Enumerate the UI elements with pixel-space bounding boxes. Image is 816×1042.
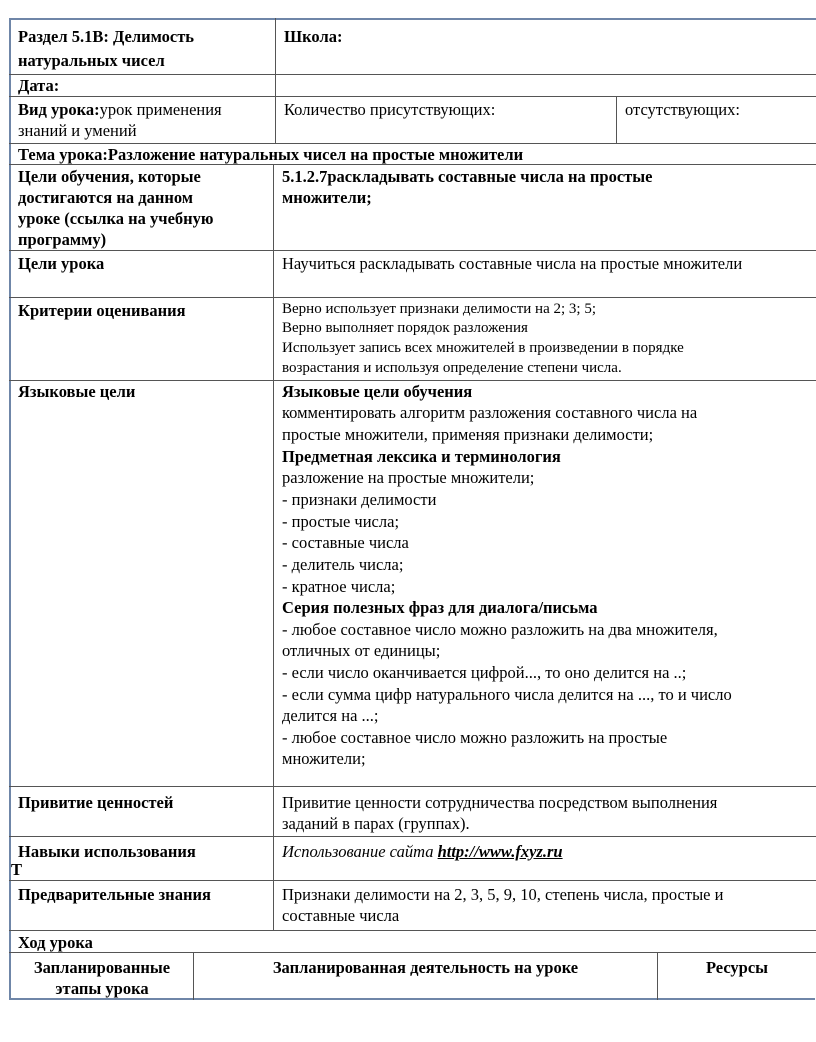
phrase-line: отличных от единицы;: [282, 641, 441, 660]
criteria-label: Критерии оценивания: [18, 301, 186, 320]
language-line: простые множители, применяя признаки делимости;: [282, 425, 654, 444]
terminology-item: - признаки делимости: [282, 490, 437, 509]
lesson-type: [18, 99, 222, 120]
terminology-item: разложение на простые множители;: [282, 468, 535, 487]
criteria-line: Верно выполняет порядок разложения: [282, 320, 528, 336]
row-divider: [9, 250, 816, 251]
phrase-line: - любое составное число можно разложить на простые: [282, 728, 668, 747]
row-divider: [9, 297, 816, 298]
row-divider: [9, 836, 816, 837]
terminology-item: - простые числа;: [282, 512, 400, 531]
values-label: Привитие ценностей: [18, 793, 174, 812]
terminology-item: - кратное числа;: [282, 577, 396, 596]
terminology-heading: Предметная лексика и терминология: [282, 447, 561, 466]
table-top-border: [9, 18, 816, 20]
phrase-line: - если сумма цифр натурального числа делится на ..., то и число: [282, 685, 732, 704]
stray-letter: Т: [11, 860, 23, 879]
prior-knowledge-line: Признаки делимости на 2, 3, 5, 9, 10, степень числа, простые и: [282, 885, 724, 904]
section-title: Раздел 5.1В: Делимость: [18, 27, 195, 46]
col-divider: [273, 164, 274, 930]
prior-knowledge-line: составные числа: [282, 906, 400, 925]
row-divider: [9, 96, 816, 97]
terminology-item: - делитель числа;: [282, 555, 404, 574]
phrase-line: - если число оканчивается цифрой..., то оно делится на ..;: [282, 663, 687, 682]
lesson-goals-label: Цели урока: [18, 254, 105, 273]
row-divider: [9, 930, 816, 931]
present-count-label: Количество присутствующих:: [284, 100, 496, 119]
phrases-heading: Серия полезных фраз для диалога/письма: [282, 598, 598, 617]
criteria-line: возрастания и используя определение степени числа.: [282, 360, 622, 376]
col-divider: [275, 18, 276, 143]
absent-count-label: отсутствующих:: [625, 100, 740, 119]
lesson-goals-value: Научиться раскладывать составные числа на простые множители: [282, 254, 743, 273]
lesson-type-value-cont: знаний и умений: [18, 121, 137, 140]
language-heading: Языковые цели обучения: [282, 382, 473, 401]
goals-value-line: 5.1.2.7раскладывать составные числа на простые: [282, 167, 653, 186]
language-line: комментировать алгоритм разложения составного числа на: [282, 403, 698, 422]
row-divider: [9, 786, 816, 787]
col-header-activity: Запланированная деятельность на уроке: [272, 958, 579, 977]
goals-label-line: программу): [18, 230, 107, 249]
criteria-line: Использует запись всех множителей в произведении в порядке: [282, 340, 684, 356]
lesson-flow-label: Ход урока: [18, 933, 93, 952]
phrase-line: - любое составное число можно разложить на два множителя,: [282, 620, 718, 639]
date-label: Дата:: [18, 76, 60, 95]
terminology-item: - составные числа: [282, 533, 409, 552]
school-label: Школа:: [284, 27, 343, 46]
phrase-line: множители;: [282, 749, 366, 768]
skills-value: [282, 841, 563, 862]
col-header-stages-cont: этапы урока: [55, 979, 149, 998]
section-title-cont: натуральных чисел: [18, 51, 165, 70]
col-header-stages: Запланированные: [33, 958, 171, 977]
topic-value: Разложение натуральных чисел на простые множители: [107, 145, 524, 164]
site-link[interactable]: http://www.fxyz.ru: [437, 842, 563, 861]
topic-label: Тема урока:: [18, 145, 108, 164]
row-divider: [9, 952, 816, 953]
language-label: Языковые цели: [18, 382, 136, 401]
goals-label-line: уроке (ссылка на учебную: [18, 209, 214, 228]
row-divider: [9, 74, 816, 75]
skills-label: Навыки использования: [18, 842, 196, 861]
values-line: заданий в парах (группах).: [282, 814, 470, 833]
lesson-type-label: Вид урока:: [18, 100, 100, 119]
values-line: Привитие ценности сотрудничества посредством выполнения: [282, 793, 718, 812]
prior-knowledge-label: Предварительные знания: [18, 885, 211, 904]
goals-label-line: достигаются на данном: [18, 188, 194, 207]
lesson-type-value: урок применения: [99, 100, 222, 119]
criteria-line: Верно использует признаки делимости на 2; 3; 5;: [282, 301, 596, 317]
goals-label-line: Цели обучения, которые: [18, 167, 201, 186]
col-header-resources: Ресурсы: [705, 958, 769, 977]
row-divider: [9, 880, 816, 881]
topic-row: [18, 144, 523, 165]
col-divider: [616, 96, 617, 143]
skills-value-text: Использование сайта: [282, 842, 438, 861]
phrase-line: делится на ...;: [282, 706, 379, 725]
goals-value-line: множители;: [282, 188, 372, 207]
